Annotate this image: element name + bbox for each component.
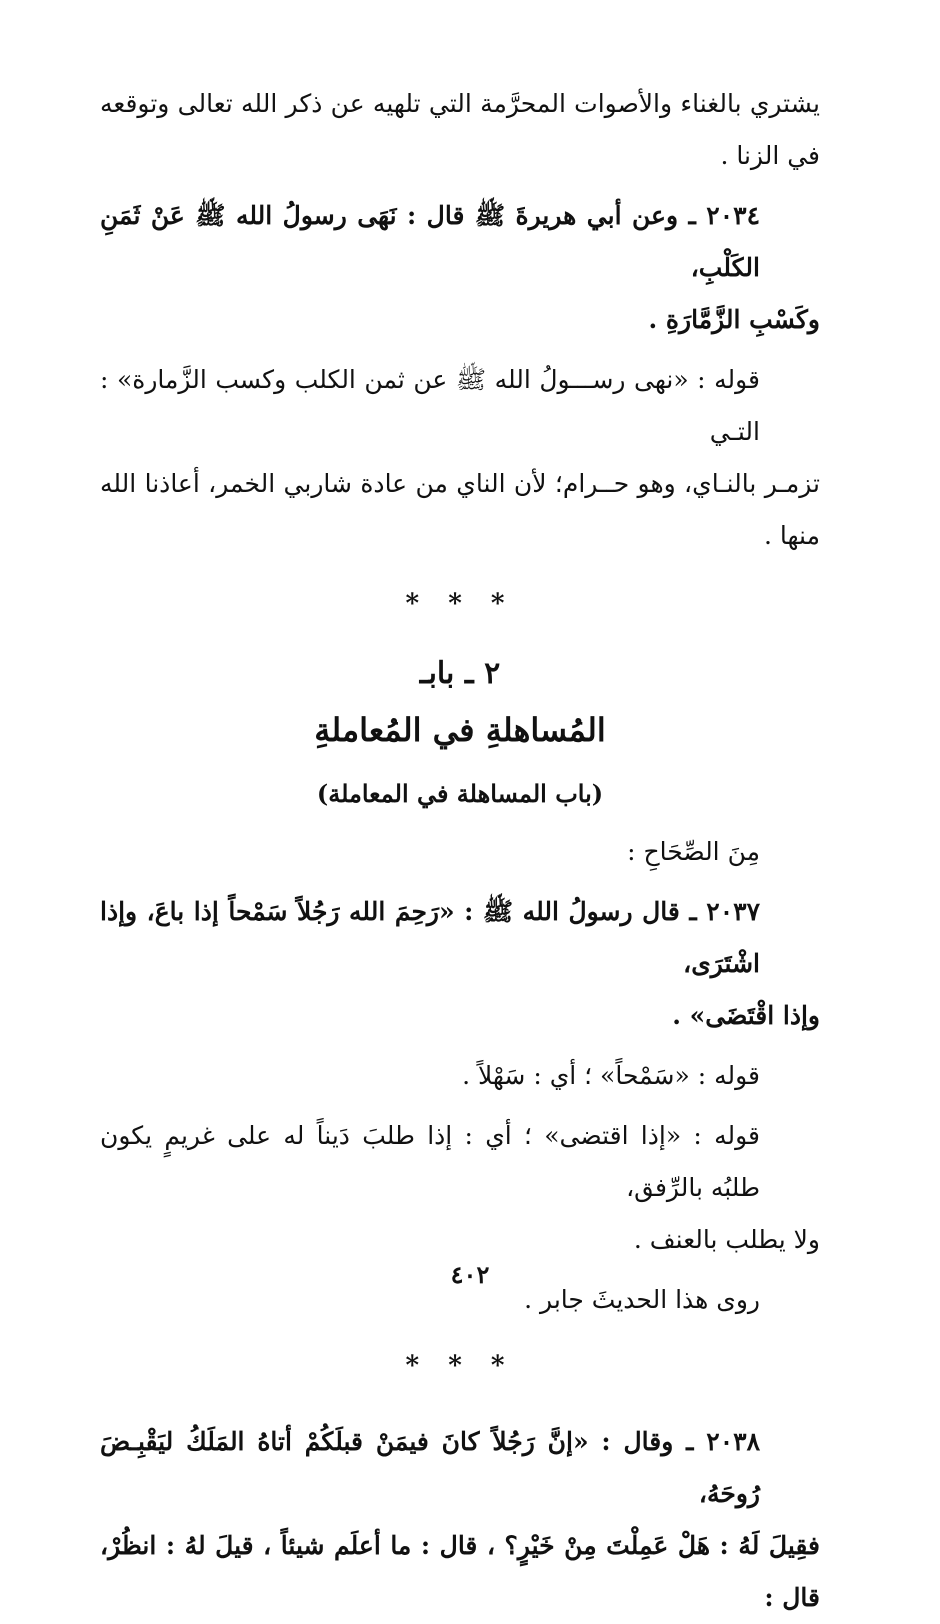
commentary-2034-line2: تزمـر بالنـاي، وهو حــرام؛ لأن الناي من عادة شاربي الخمر، أعاذنا الله منها . [100, 469, 820, 550]
narrator-note: روى هذا الحديثَ جابر . [524, 1285, 760, 1314]
commentary-2037-b-line1: قوله : «إذا اقتضى» ؛ أي : إذا طلبَ دَيناً له على غريمٍ يكون طلبُه بالرِّفق، [100, 1121, 760, 1202]
commentary-2037-a: قوله : «سَمْحاً» ؛ أي : سَهْلاً . [462, 1061, 760, 1090]
chapter-number: ٢ ـ بابـ [419, 656, 501, 691]
hadith-2034-line2: وكَسْبِ الزَّمَّارَةِ . [648, 305, 820, 334]
hadith-2034 [100, 190, 820, 346]
hadith-2037 [100, 886, 820, 1042]
commentary-2034-line1: قوله : «نهى رســـولُ الله ﷺ عن ثمن الكلب وكسب الزَّمارة» : التـي [100, 365, 760, 446]
continued-paragraph: يشتري بالغناء والأصوات المحرَّمة التي تلهيه عن ذكر الله تعالى وتوقعه في الزنا . [100, 89, 820, 170]
hadith-2037-line1: ٢٠٣٧ ـ قال رسولُ الله ﷺ : «رَحِمَ الله رَجُلاً سَمْحاً إذا باعَ، وإذا اشْتَرَى، [100, 897, 760, 978]
chapter-subtitle: (باب المساهلة في المعاملة) [316, 779, 604, 808]
page-body [100, 78, 820, 1624]
commentary-2034 [100, 354, 820, 562]
hadith-2038-line2: فقِيلَ لَهُ : هَلْ عَمِلْتَ مِنْ خَيْرٍ؟ ، قال : ما أعلَم شيئاً ، قيلَ لهُ : انظُرْ، قال : [100, 1531, 820, 1612]
chapter-title: المُساهلةِ في المُعاملةِ [314, 711, 606, 749]
commentary-2037-b [100, 1110, 820, 1266]
hadith-2034-line1: ٢٠٣٤ ـ وعن أبي هريرةَ ﷺ قال : نَهَى رسولُ الله ﷺ عَنْ ثَمَنِ الكَلْبِ، [100, 201, 760, 282]
section-heading: مِنَ الصِّحَاحِ : [627, 837, 760, 866]
hadith-2038-line1: ٢٠٣٨ ـ وقال : «إنَّ رَجُلاً كانَ فيمَنْ قبلَكُمْ أتاهُ المَلَكُ ليَقْبِـضَ رُوحَهُ، [100, 1427, 760, 1508]
section-separator-2: * * * [405, 1351, 515, 1381]
page-number: ٤٠٢ [450, 1260, 490, 1289]
hadith-2038 [100, 1416, 820, 1624]
section-separator: * * * [405, 589, 515, 619]
commentary-2037-b-line2: ولا يطلب بالعنف . [633, 1225, 820, 1254]
hadith-2037-line2: وإذا اقْتَضَى» . [672, 1001, 820, 1030]
